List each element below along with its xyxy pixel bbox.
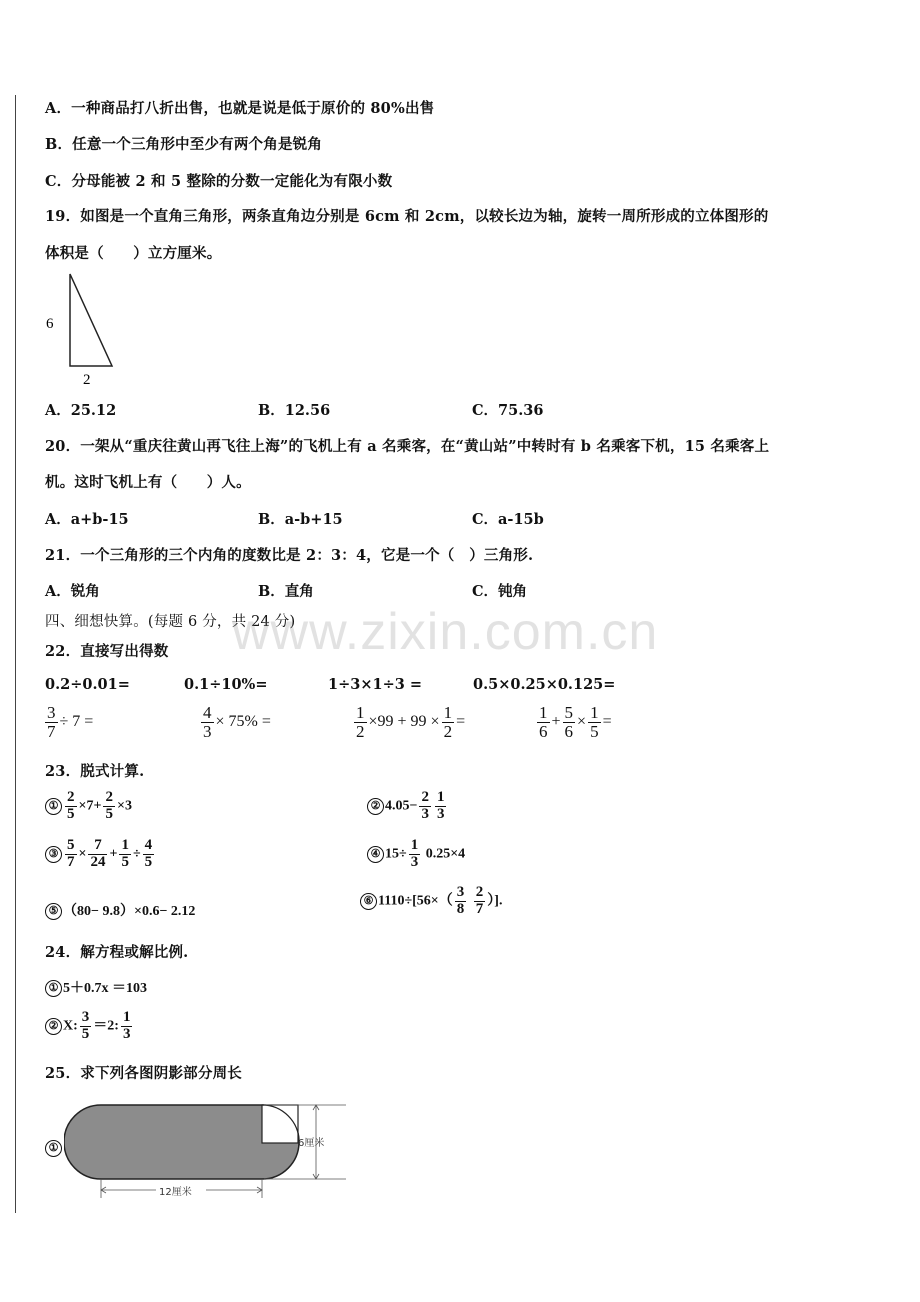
q25-label-1: ① — [45, 1140, 63, 1157]
q24-equation-1: ① 5＋0.7x ＝103 — [45, 977, 147, 997]
q19-text-line1: 19．如图是一个直角三角形，两条直角边分别是 6cm 和 2cm，以较长边为轴，旋转一周所形成的立体图形的 — [45, 208, 769, 225]
q23-expr-1: ① $\frac{2}{5}$ ×7+ $\frac{2}{5}$ ×3 — [45, 790, 132, 823]
q19-text-line2: 体积是（ ）立方厘米。 — [45, 245, 222, 262]
q20-option-c: C．a-15b — [472, 511, 544, 528]
q22-expr-1: 0.2÷0.01= — [45, 676, 130, 693]
q20-option-b: B．a-b+15 — [258, 511, 343, 528]
option-a-prev: A．一种商品打八折出售，也就是说是低于原价的 80%出售 — [45, 100, 435, 117]
q20-text-line2: 机。这时飞机上有（ ）人。 — [45, 474, 251, 491]
option-b-prev: B．任意一个三角形中至少有两个角是锐角 — [45, 136, 323, 153]
q19-fig-side-label: 6 — [46, 316, 54, 332]
q22-expr-6: $\frac{4}{3}$ × 75% = — [203, 703, 271, 741]
q21-text: 21．一个三角形的三个内角的度数比是 2：3：4，它是一个（ ）三角形. — [45, 547, 534, 564]
q20-option-a: A．a+b-15 — [45, 511, 129, 528]
q21-option-c: C．钝角 — [472, 583, 528, 600]
q22-expr-4: 0.5×0.25×0.125= — [473, 676, 616, 693]
option-c-prev: C．分母能被 2 和 5 整除的分数一定能化为有限小数 — [45, 173, 393, 190]
q19-option-b: B．12.56 — [258, 402, 331, 419]
q22-expr-3: 1÷3×1÷3 = — [328, 676, 423, 693]
fraction: $\frac{1}{2}$ — [356, 703, 365, 741]
section-4-heading: 四、细想快算。(每题 6 分，共 24 分) — [45, 614, 296, 630]
q22-expr-2: 0.1÷10%= — [184, 676, 268, 693]
q23-expr-3: ③ $\frac{5}{7}$ × $\frac{7}{24}$ + $\frac{1}{5}$ ÷ $\frac{4}{5}$ — [45, 838, 156, 871]
q23-expr-5: ⑤ （80− 9.8）×0.6− 2.12 — [45, 900, 195, 920]
q24-equation-2: ② X: $\frac{3}{5}$ ＝2: $\frac{1}{3}$ — [45, 1010, 134, 1043]
q24-title: 24．解方程或解比例. — [45, 944, 189, 961]
q25-title: 25．求下列各图阴影部分周长 — [45, 1065, 242, 1082]
q22-expr-7: $\frac{1}{2}$ ×99 + 99 × $\frac{1}{2}$ = — [356, 703, 466, 741]
fraction: $\frac{5}{6}$ — [564, 703, 574, 741]
q23-expr-6: ⑥ 1110÷[56×（ $\frac{3}{8}$ $\frac{2}{7}$ ）]. — [360, 885, 502, 918]
q23-title: 23．脱式计算. — [45, 763, 145, 780]
watermark: www.zixin.com.cn — [232, 603, 659, 661]
q23-expr-2: ② 4.05− $\frac{2}{3}$ $\frac{1}{3}$ — [367, 790, 448, 823]
q21-option-a: A．锐角 — [45, 583, 100, 600]
fraction: $\frac{1}{2}$ — [443, 703, 453, 741]
page-margin-line — [15, 95, 16, 1213]
q22-title: 22．直接写出得数 — [45, 643, 169, 660]
fraction: $\frac{1}{6}$ — [539, 703, 548, 741]
q19-option-a: A．25.12 — [45, 402, 117, 419]
q22-expr-5: $\frac{3}{7}$ ÷ 7 = — [47, 703, 94, 741]
fraction: $\frac{1}{5}$ — [590, 703, 599, 741]
q19-option-c: C．75.36 — [472, 402, 544, 419]
q19-triangle-figure — [40, 268, 130, 390]
q21-option-b: B．直角 — [258, 583, 314, 600]
q19-fig-base-label: 2 — [83, 372, 91, 388]
q20-text-line1: 20．一架从“重庆往黄山再飞往上海”的飞机上有 a 名乘客，在“黄山站”中转时有 b 名乘客下机，15 名乘客上 — [45, 438, 770, 455]
fraction: $\frac{4}{3}$ — [203, 703, 212, 741]
q25-width-label: 12厘米 — [159, 1187, 192, 1198]
q23-expr-4: ④ 15÷ $\frac{1}{3}$ 0.25×4 — [367, 838, 465, 871]
q25-stadium-figure — [64, 1100, 354, 1205]
fraction: $\frac{3}{7}$ — [47, 703, 56, 741]
q25-height-label: 6厘米 — [298, 1138, 325, 1149]
q22-expr-8: $\frac{1}{6}$ + $\frac{5}{6}$ × $\frac{1}{5}$ = — [539, 703, 612, 741]
